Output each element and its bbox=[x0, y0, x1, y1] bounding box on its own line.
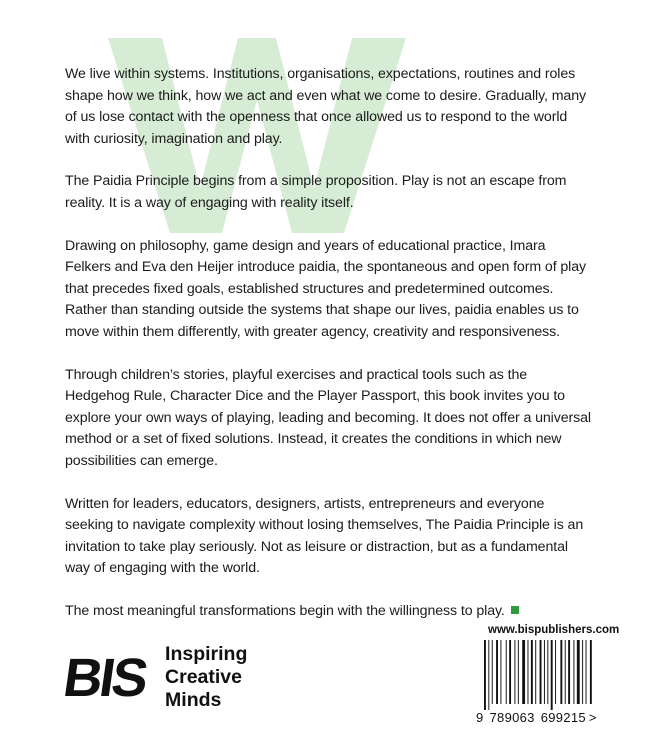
barcode-bar bbox=[528, 640, 529, 704]
publisher-logo bbox=[59, 643, 248, 712]
blurb-paragraph-5: Written for leaders, educators, designers, artists, entrepreneurs and everyone seeking to navigate complexity without losing themselves, The Paidia Principle is an invitation to take play seriously. Not as leisure or distraction, but as a fundamental way of engaging with the world. bbox=[65, 495, 584, 577]
barcode-bar bbox=[500, 640, 501, 704]
blurb-closing-paragraph bbox=[65, 601, 595, 623]
tagline-line-1: Inspiring bbox=[165, 643, 248, 665]
barcode-bar bbox=[484, 640, 486, 710]
barcode-bar bbox=[506, 640, 507, 704]
publisher-website[interactable]: www.bispublishers.com bbox=[488, 624, 620, 636]
barcode-bar bbox=[555, 640, 556, 704]
barcode-bar bbox=[590, 640, 592, 704]
barcode-bar bbox=[573, 640, 574, 704]
publisher-tagline bbox=[165, 643, 247, 712]
barcode-bar bbox=[535, 640, 536, 704]
isbn-right-group: 699215 bbox=[540, 710, 586, 725]
barcode-bar bbox=[540, 640, 542, 704]
barcode-bar bbox=[565, 640, 566, 704]
closing-text: The most meaningful transformations begin with the willingness to play. bbox=[65, 602, 505, 619]
barcode-bar bbox=[544, 640, 545, 704]
barcode-bar bbox=[582, 640, 583, 704]
barcode-bar bbox=[518, 640, 519, 704]
bis-logo-mark: BIS bbox=[59, 647, 150, 708]
barcode-bar bbox=[547, 640, 548, 704]
barcode-bar bbox=[560, 640, 562, 704]
barcode-bar bbox=[586, 640, 587, 704]
barcode-bar bbox=[509, 640, 511, 704]
isbn-lead-digit: 9 bbox=[476, 710, 484, 725]
back-cover-blurb bbox=[65, 64, 595, 643]
blurb-paragraph-1: We live within systems. Institutions, organisations, expectations, routines and roles shape how we think, how we act and even what we come to desire. Gradually, many of us lose contact with the openness that once allowed us to respond to the world with curiosity, imagination and play. bbox=[65, 66, 586, 147]
barcode-bar bbox=[522, 640, 525, 704]
barcode-bar bbox=[514, 640, 515, 704]
barcode-bar bbox=[577, 640, 580, 704]
tagline-line-3: Minds bbox=[165, 689, 222, 711]
isbn-barcode bbox=[476, 640, 601, 728]
barcode-bar bbox=[568, 640, 570, 704]
isbn-quiet-zone-mark: > bbox=[588, 710, 597, 725]
barcode-bar bbox=[551, 640, 553, 710]
barcode-bar bbox=[496, 640, 498, 704]
barcode-bar bbox=[531, 640, 533, 704]
end-square-icon bbox=[511, 606, 519, 614]
isbn-digits bbox=[476, 710, 601, 725]
tagline-line-2: Creative bbox=[165, 666, 242, 688]
barcode-bar bbox=[492, 640, 493, 704]
barcode-bar bbox=[488, 640, 489, 710]
isbn-left-group: 789063 bbox=[489, 710, 535, 725]
blurb-paragraph-2: The Paidia Principle begins from a simple proposition. Play is not an escape from reality. It is a way of engaging with reality itself. bbox=[65, 173, 567, 211]
blurb-paragraph-3: Drawing on philosophy, game design and years of educational practice, Imara Felkers and Eva den Heijer introduce paidia, the spontaneous and open form of play that precedes fixed goals, established structures and predetermined outcomes. Rather than standing outside the systems that shape our lives, paidia enables us to move within them differently, with greater agency, creativity and responsiveness. bbox=[65, 237, 587, 340]
barcode-bars-icon bbox=[484, 640, 596, 710]
blurb-paragraph-4: Through children’s stories, playful exercises and practical tools such as the Hedgehog Rule, Character Dice and the Player Passport, this book invites you to explore your own ways of playing, leading and becoming. It does not offer a universal method or a set of fixed solutions. Instead, it creates the conditions in which new possibilities can emerge. bbox=[65, 366, 591, 469]
